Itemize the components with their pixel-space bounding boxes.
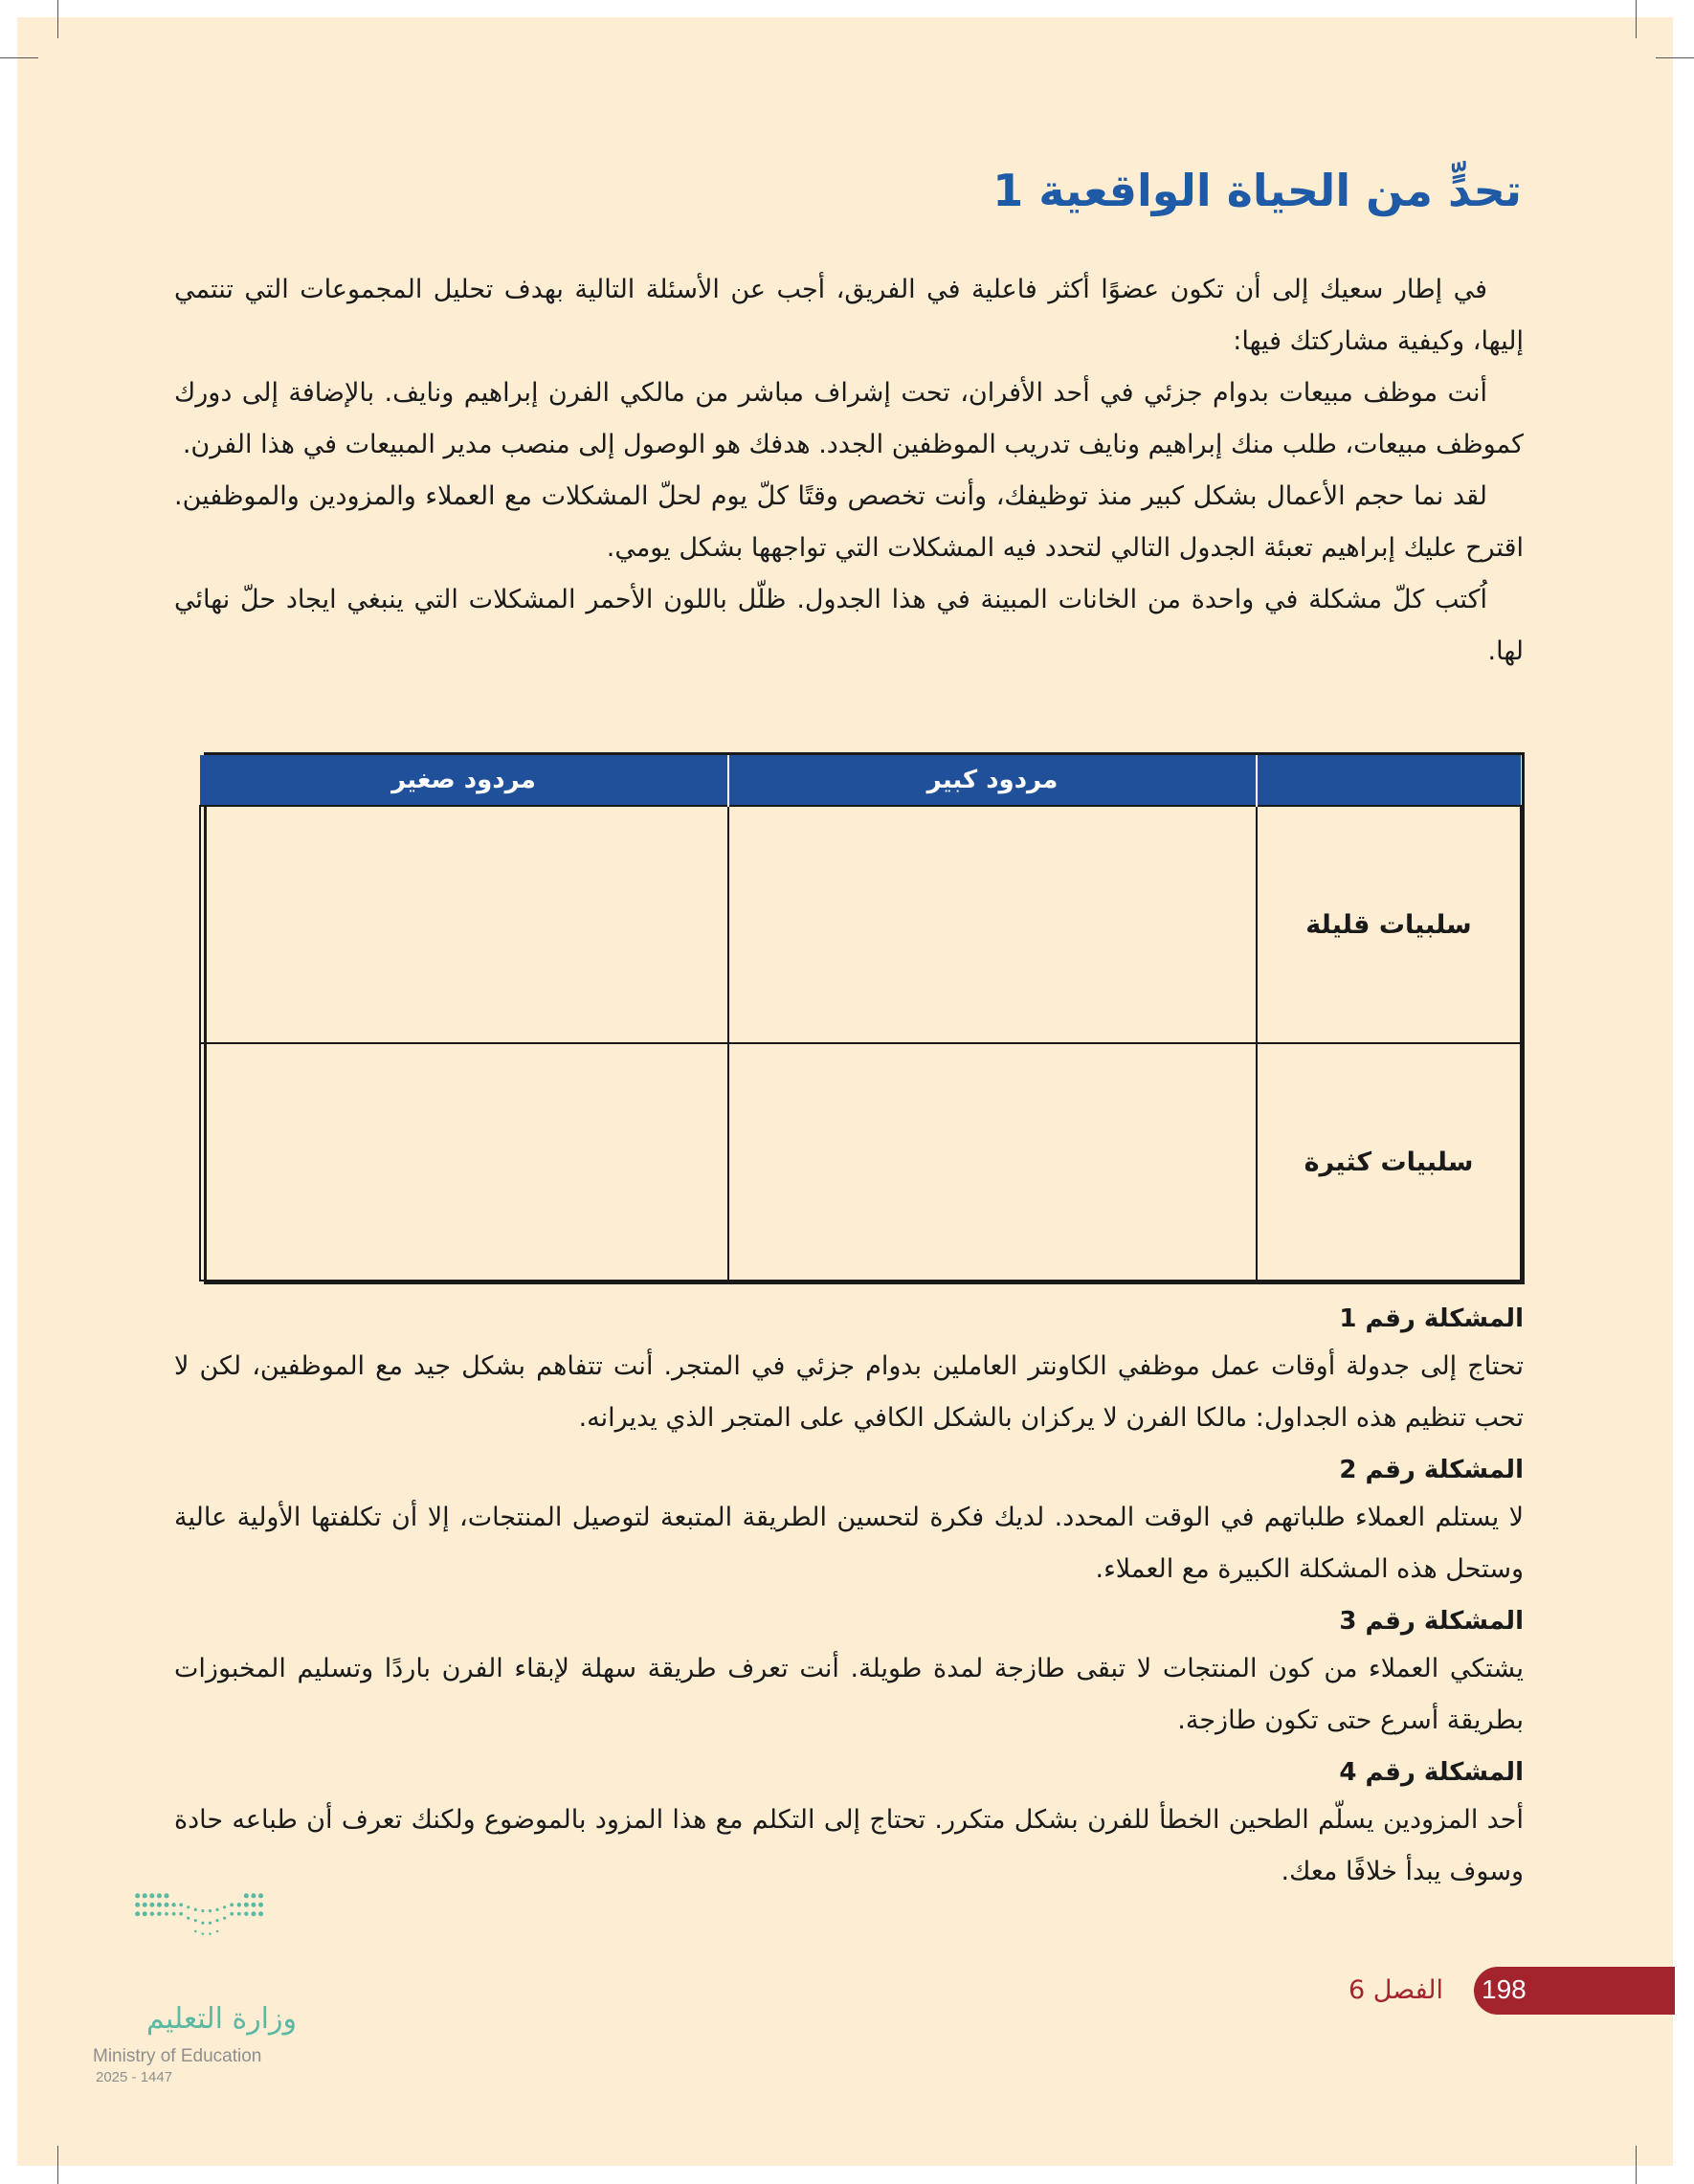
problem-heading: المشكلة رقم 1 bbox=[1339, 1304, 1524, 1333]
body-text bbox=[174, 264, 1524, 678]
crop-mark bbox=[57, 0, 58, 38]
problem-heading: المشكلة رقم 3 bbox=[1339, 1607, 1524, 1636]
page-title: تحدٍّ من الحياة الواقعية 1 bbox=[992, 165, 1522, 216]
problem-text: لا يستلم العملاء طلباتهم في الوقت المحدد. لديك فكرة لتحسين الطريقة المتبعة لتوصيل المنتجات، إلا أن تكلفتها الأولية عالية وستحل هذه المشكلة الكبيرة مع العملاء. bbox=[174, 1503, 1524, 1584]
table-row bbox=[200, 1043, 1521, 1281]
problem-text: يشتكي العملاء من كون المنتجات لا تبقى طازجة لمدة طويلة. أنت تعرف طريقة سهلة لإبقاء الفرن باردًا وتسليم المخبوزات بطريقة أسرع حتى تكون طازجة. bbox=[174, 1654, 1524, 1735]
table-row bbox=[200, 806, 1521, 1043]
scenario-paragraph: أنت موظف مبيعات بدوام جزئي في أحد الأفران، تحت إشراف مباشر من مالكي الفرن إبراهيم ونايف. بالإضافة إلى دورك كموظف مبيعات، طلب منك إبراهيم ونايف تدريب الموظفين الجدد. هدفك هو الوصول إلى منصب مدير المبيعات في هذا الفرن. bbox=[174, 378, 1524, 459]
problem-text: أحد المزودين يسلّم الطحين الخطأ للفرن بشكل متكرر. تحتاج إلى التكلم مع هذا المزود بالموضوع ولكنك تعرف أن طباعه حادة وسوف يبدأ خلافًا معك. bbox=[174, 1805, 1524, 1886]
problem-heading: المشكلة رقم 2 bbox=[1339, 1456, 1524, 1484]
crop-mark bbox=[57, 2146, 58, 2184]
problem-heading: المشكلة رقم 4 bbox=[1339, 1758, 1524, 1787]
crop-mark bbox=[1636, 2146, 1637, 2184]
problem-text: تحتاج إلى جدولة أوقات عمل موظفي الكاونتر العاملين بدوام جزئي في المتجر. أنت تتفاهم بشكل جيد مع الموظفين، لكن لا تحب تنظيم هذه الجداول: مالكا الفرن لا يركزان بالشكل الكافي على المتجر الذي يديرانه. bbox=[174, 1351, 1524, 1433]
table-header-corner bbox=[1257, 755, 1521, 806]
ministry-year: 2025 - 1447 bbox=[96, 2069, 173, 2085]
page-number: 198 bbox=[1482, 1974, 1527, 2004]
table-cell-empty[interactable] bbox=[728, 1043, 1257, 1281]
table-header-high-return: مردود كبير bbox=[728, 755, 1257, 806]
table-cell-empty[interactable] bbox=[728, 806, 1257, 1043]
crop-mark bbox=[1656, 57, 1694, 58]
growth-paragraph: لقد نما حجم الأعمال بشكل كبير منذ توظيفك، وأنت تخصص وقتًا كلّ يوم لحلّ المشكلات مع العملاء والمزودين والموظفين. اقترح عليك إبراهيم تعبئة الجدول التالي لتحدد فيه المشكلات التي تواجهها بشكل يومي. bbox=[174, 481, 1524, 563]
problems-list bbox=[174, 1297, 1524, 1902]
ministry-name-arabic: وزارة التعليم bbox=[145, 2002, 297, 2036]
crop-mark bbox=[0, 57, 38, 58]
table-header-low-return: مردود صغير bbox=[200, 755, 728, 806]
ministry-name-english: Ministry of Education bbox=[93, 2046, 262, 2066]
instruction-paragraph: اُكتب كلّ مشكلة في واحدة من الخانات المبينة في هذا الجدول. ظلّل باللون الأحمر المشكلات التي ينبغي ايجاد حلّ نهائي لها. bbox=[174, 585, 1524, 666]
row-label-many-negatives: سلبيات كثيرة bbox=[1257, 1043, 1521, 1281]
table-cell-empty[interactable] bbox=[200, 1043, 728, 1281]
ministry-logo-icon bbox=[91, 1881, 311, 1995]
problems-table bbox=[204, 752, 1525, 1284]
row-label-few-negatives: سلبيات قليلة bbox=[1257, 806, 1521, 1043]
intro-paragraph: في إطار سعيك إلى أن تكون عضوًا أكثر فاعلية في الفريق، أجب عن الأسئلة التالية بهدف تحليل المجموعات التي تنتمي إليها، وكيفية مشاركتك فيها: bbox=[174, 275, 1524, 356]
crop-mark bbox=[1636, 0, 1637, 38]
chapter-label: الفصل 6 bbox=[1348, 1975, 1443, 2005]
table-cell-empty[interactable] bbox=[200, 806, 728, 1043]
